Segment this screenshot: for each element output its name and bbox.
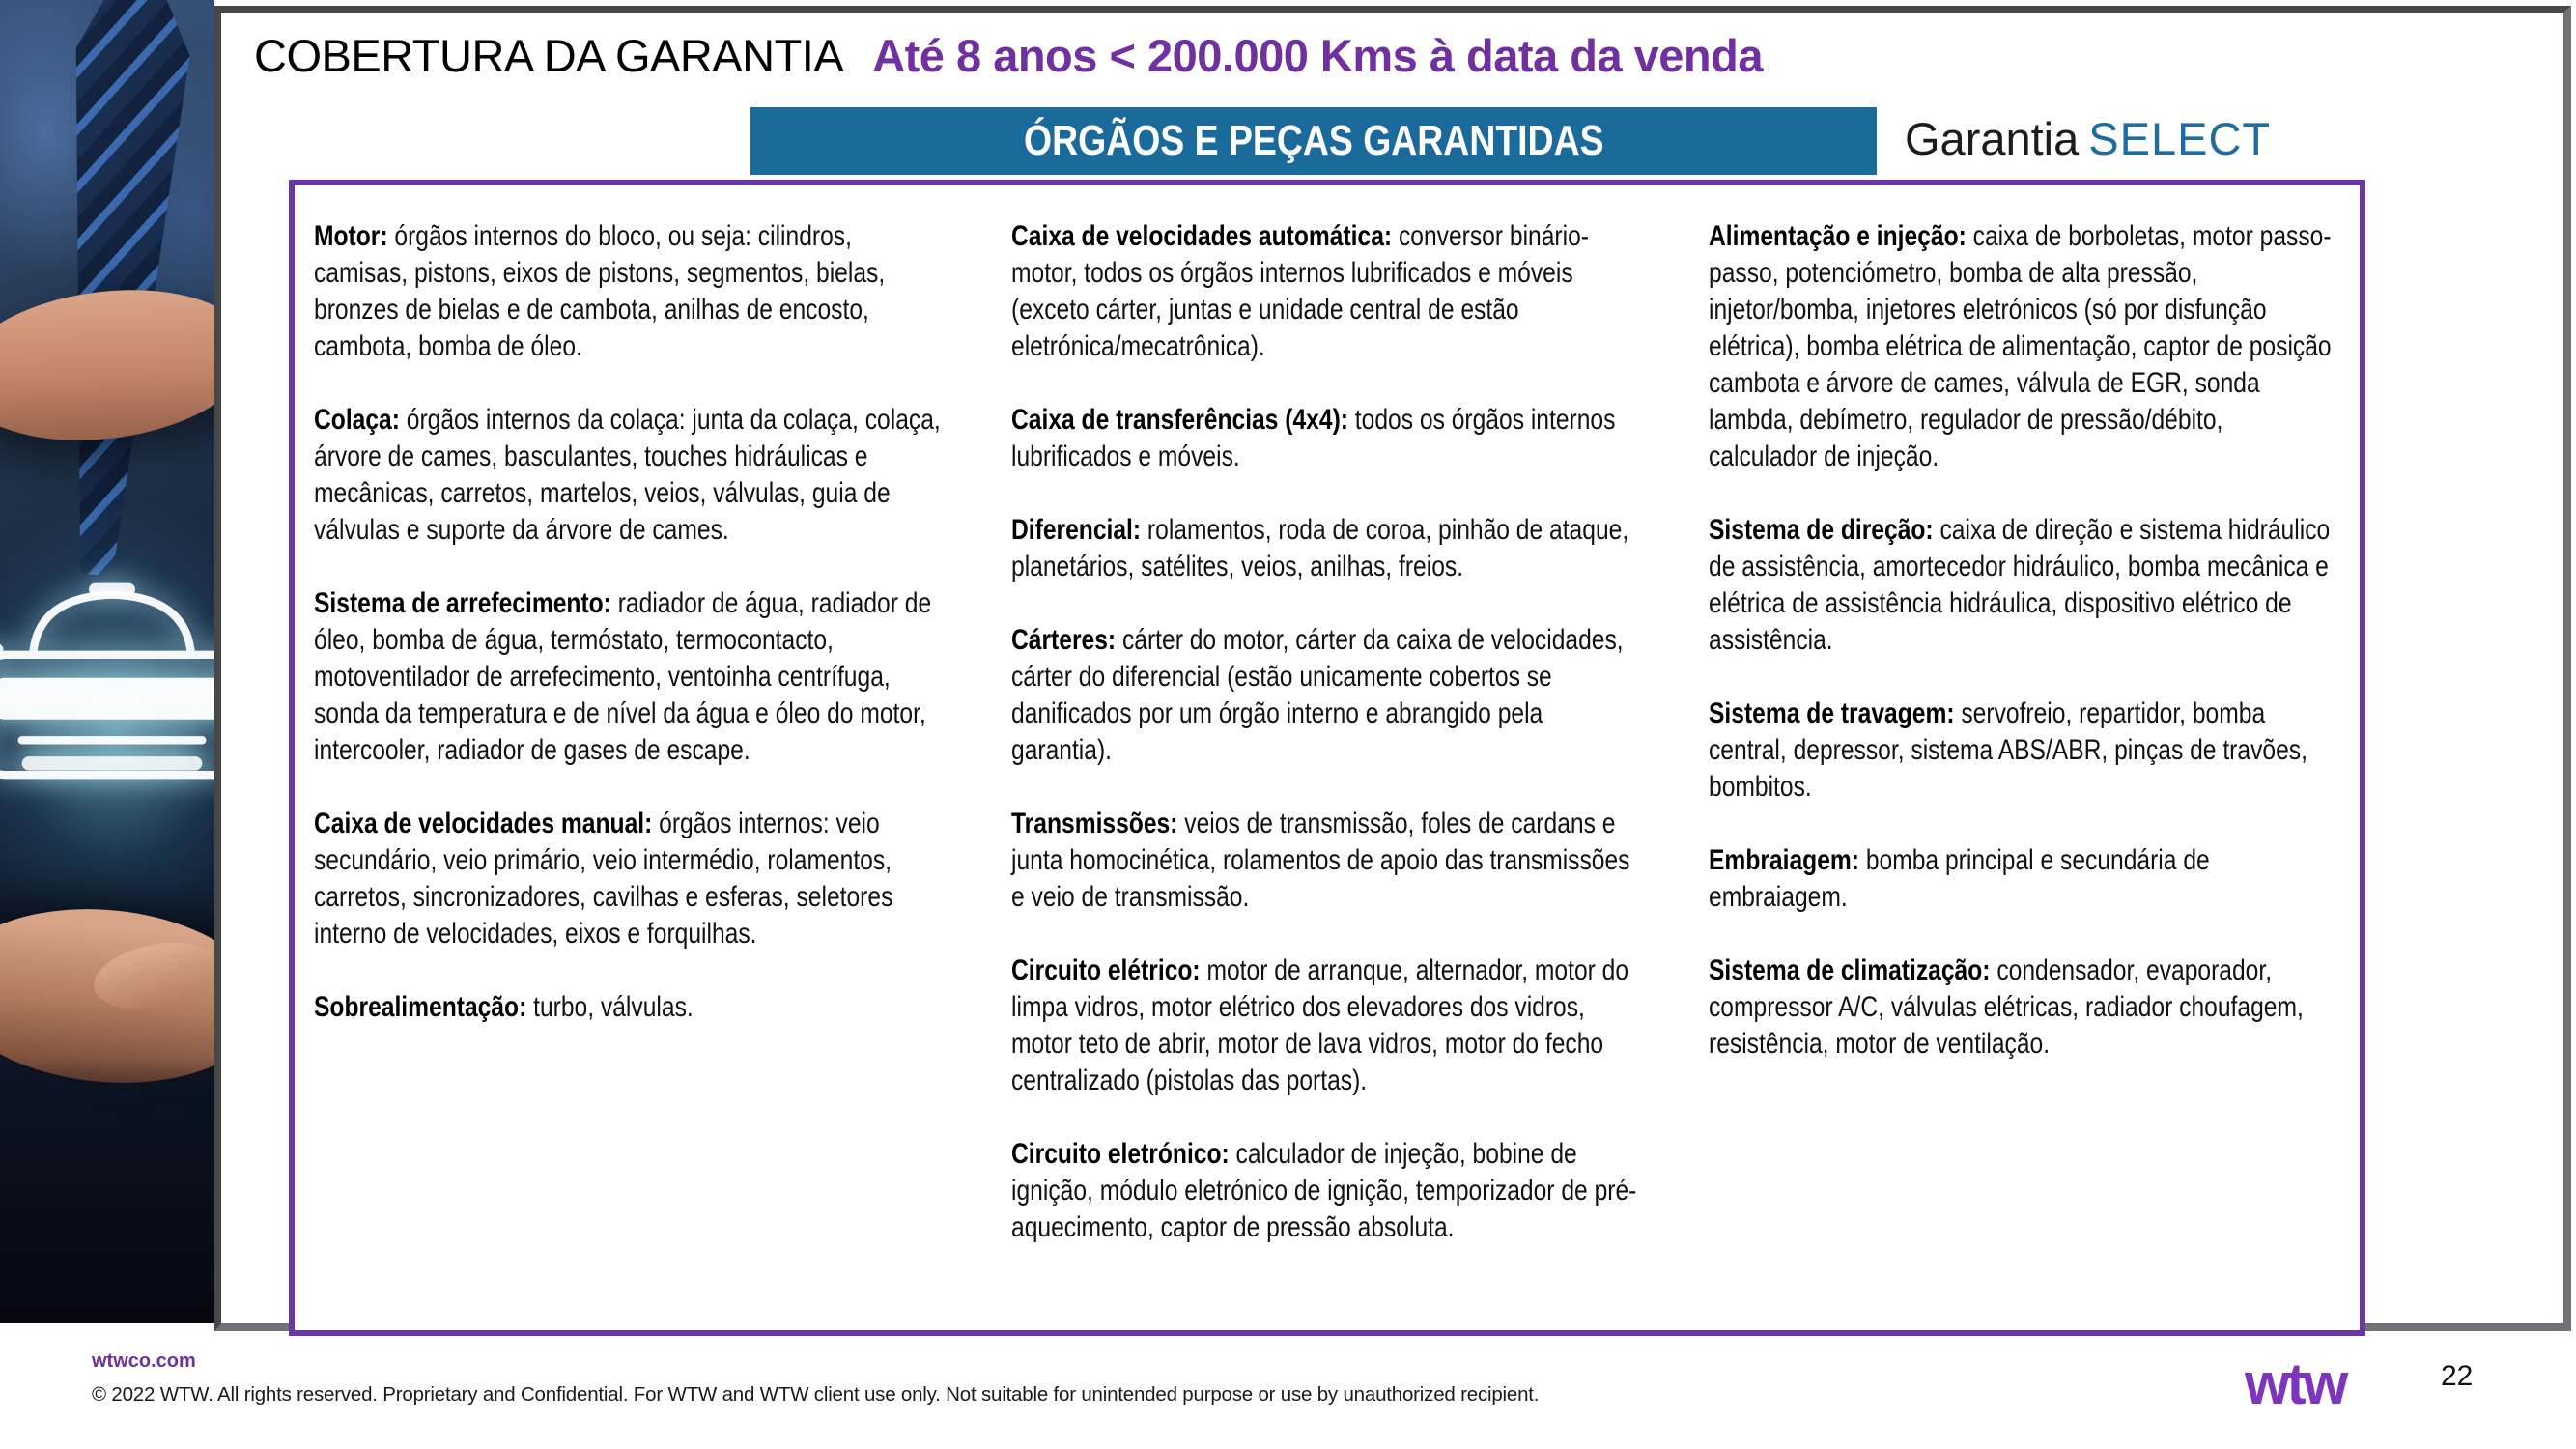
- warranted-parts-banner: [750, 107, 1877, 175]
- paragraph-caixa-manual: [314, 806, 942, 952]
- paragraph-text: turbo, válvulas.: [526, 991, 694, 1023]
- paragraph-term: Circuito elétrico:: [1011, 954, 1201, 986]
- paragraph-term: Cárteres:: [1011, 624, 1117, 656]
- paragraph-colaca: [314, 402, 942, 549]
- paragraph-circuito-eletrico: [1011, 952, 1639, 1099]
- paragraph-sobrealimentacao: [314, 989, 942, 1026]
- paragraph-term: Caixa de velocidades manual:: [314, 808, 653, 839]
- wtw-logo: wtw: [2245, 1351, 2346, 1416]
- paragraph-motor: [314, 218, 942, 365]
- paragraph-text: órgãos internos: veio secundário, veio primário, veio intermédio, rolamentos, carretos, sincronizadores, cavilhas e esferas, seletores interno de velocidades, eixos e forquilhas.: [314, 808, 893, 950]
- paragraph-transmissoes: [1011, 806, 1639, 916]
- paragraph-text: órgãos internos da colaça: junta da colaça, colaça, árvore de cames, basculantes, touches hidráulicas e mecânicas, carretos, martelos, veios, válvulas, guia de válvulas e suporte da árvore de cames.: [314, 404, 941, 546]
- paragraph-text: motor de arranque, alternador, motor do limpa vidros, motor elétrico dos elevadores dos vidros, motor teto de abrir, motor de lava vidros, motor do fecho centralizado (pistolas das portas).: [1011, 954, 1629, 1096]
- paragraph-arrefecimento: [314, 585, 942, 769]
- paragraph-term: Circuito eletrónico:: [1011, 1138, 1230, 1170]
- paragraph-text: servofreio, repartidor, bomba central, depressor, sistema ABS/ABR, pinças de travões, bombitos.: [1709, 697, 2307, 803]
- paragraph-text: condensador, evaporador, compressor A/C, válvulas elétricas, radiador choufagem, resistência, motor de ventilação.: [1709, 954, 2304, 1060]
- photo-shadow: [0, 1059, 214, 1323]
- column-2: [1011, 218, 1639, 1283]
- paragraph-climatizacao: [1709, 952, 2336, 1063]
- page-title: COBERTURA DA GARANTIA: [254, 30, 844, 81]
- car-front-outline-icon: [0, 576, 214, 866]
- paragraph-term: Caixa de transferências (4x4):: [1011, 404, 1348, 436]
- paragraph-text: todos os órgãos internos lubrificados e móveis.: [1011, 404, 1616, 472]
- brand-prefix: Garantia: [1905, 113, 2080, 164]
- paragraph-term: Embraiagem:: [1709, 844, 1859, 876]
- paragraph-term: Motor:: [314, 220, 388, 252]
- footer-website: wtwco.com: [92, 1350, 196, 1372]
- paragraph-term: Sistema de travagem:: [1709, 697, 1955, 729]
- paragraph-term: Diferencial:: [1011, 514, 1142, 546]
- paragraph-text: rolamentos, roda de coroa, pinhão de ataque, planetários, satélites, veios, anilhas, freios.: [1011, 514, 1629, 582]
- paragraph-term: Caixa de velocidades automática:: [1011, 220, 1393, 252]
- headline: [254, 29, 1763, 82]
- column-1: [314, 218, 942, 1283]
- title-highlight: Até 8 anos < 200.000 Kms à data da venda: [872, 30, 1763, 81]
- hands-protecting-car-photo: [0, 0, 214, 1323]
- brand-garantia-select: [1905, 112, 2271, 165]
- banner-label: ÓRGÃOS E PEÇAS GARANTIDAS: [1023, 117, 1604, 164]
- paragraph-text: cárter do motor, cárter da caixa de velocidades, cárter do diferencial (estão unicamente cobertos se danificados por um órgão interno e abrangido pela garantia).: [1011, 624, 1624, 766]
- paragraph-term: Alimentação e injeção:: [1709, 220, 1967, 252]
- paragraph-embraiagem: [1709, 842, 2336, 916]
- columns: [314, 218, 2360, 1283]
- paragraph-transferencias: [1011, 402, 1639, 475]
- paragraph-term: Sistema de arrefecimento:: [314, 587, 611, 619]
- paragraph-text: bomba principal e secundária de embraiagem.: [1709, 844, 2210, 913]
- warranted-parts-box: [289, 180, 2365, 1336]
- column-3: [1709, 218, 2336, 1283]
- paragraph-circuito-eletronico: [1011, 1136, 1639, 1246]
- page-number: 22: [2441, 1360, 2474, 1392]
- paragraph-text: veios de transmissão, foles de cardans e junta homocinética, rolamentos de apoio das transmissões e veio de transmissão.: [1011, 808, 1630, 913]
- paragraph-text: caixa de direção e sistema hidráulico de assistência, amortecedor hidráulico, bomba mecânica e elétrica de assistência hidráulica, dispositivo elétrico de assistência.: [1709, 514, 2331, 656]
- footer-copyright: © 2022 WTW. All rights reserved. Proprietary and Confidential. For WTW and WTW client use only. Not suitable for unintended purpose or use by unauthorized recipient.: [92, 1383, 1540, 1406]
- paragraph-term: Colaça:: [314, 404, 400, 436]
- paragraph-caixa-automatica: [1011, 218, 1639, 365]
- paragraph-term: Sobrealimentação:: [314, 991, 527, 1023]
- paragraph-term: Sistema de climatização:: [1709, 954, 1991, 986]
- paragraph-travagem: [1709, 696, 2336, 806]
- paragraph-text: calculador de injeção, bobine de ignição, módulo eletrónico de ignição, temporizador de pré-aquecimento, captor de pressão absoluta.: [1011, 1138, 1637, 1243]
- paragraph-carteres: [1011, 622, 1639, 769]
- paragraph-text: caixa de borboletas, motor passo-passo, potenciómetro, bomba de alta pressão, injetor/bomba, injetores eletrónicos (só por disfunção elétrica), bomba elétrica de alimentação, captor de posição cambota e árvore de cames, válvula de EGR, sonda lambda, debímetro, regulador de pressão/débito, calculador de injeção.: [1709, 220, 2332, 472]
- paragraph-alimentacao: [1709, 218, 2336, 475]
- brand-name: SELECT: [2088, 113, 2272, 164]
- paragraph-term: Transmissões:: [1011, 808, 1178, 839]
- paragraph-text: conversor binário-motor, todos os órgãos internos lubrificados e móveis (exceto cárter, juntas e unidade central de estão eletrónica/mecatrônica).: [1011, 220, 1589, 362]
- paragraph-direcao: [1709, 512, 2336, 659]
- paragraph-text: órgãos internos do bloco, ou seja: cilindros, camisas, pistons, eixos de pistons, segmentos, bielas, bronzes de bielas e de cambota, anilhas de encosto, cambota, bomba de óleo.: [314, 220, 886, 362]
- paragraph-diferencial: [1011, 512, 1639, 585]
- paragraph-term: Sistema de direção:: [1709, 514, 1934, 546]
- paragraph-text: radiador de água, radiador de óleo, bomba de água, termóstato, termocontacto, motoventilador de arrefecimento, ventoinha centrífuga, sonda da temperatura e de nível da água e óleo do motor, intercooler, radiador de gases de escape.: [314, 587, 932, 766]
